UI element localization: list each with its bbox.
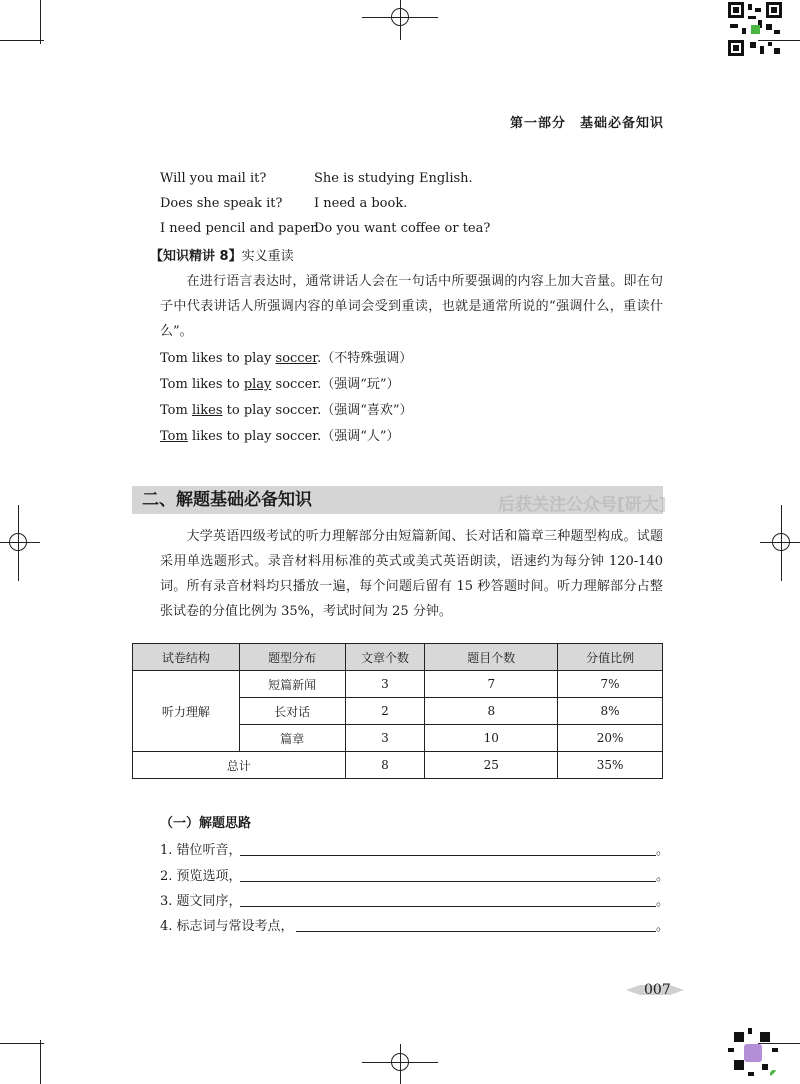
sentence-left-2: Does she speak it? <box>160 196 283 211</box>
table-cell: 3 <box>345 725 425 752</box>
answer-blank <box>240 854 656 856</box>
example-3 <box>160 399 413 418</box>
reg-mark-right-circle <box>772 533 790 551</box>
reg-mark-bottom-circle <box>391 1053 409 1071</box>
end-mark: 。 <box>656 869 670 884</box>
table-header: 文章个数 <box>345 644 425 671</box>
example-4 <box>160 425 400 444</box>
table-cell-total-label: 总计 <box>133 752 346 779</box>
crop-mark-h-tl <box>0 40 44 41</box>
sentence-left-3: I need pencil and paper. <box>160 221 320 236</box>
example-2 <box>160 373 400 392</box>
crop-mark-h-bl <box>0 1043 44 1044</box>
knowledge-paragraph: 在进行语言表达时，通常讲话人会在一句话中所要强调的内容上加大音量。即在句子中代表讲话人所强调内容的单词会受到重读，也就是通常所说的“强调什么，重读什么”。 <box>160 274 663 339</box>
table-cell: 25 <box>425 752 558 779</box>
example-text: to play soccer. <box>222 403 322 418</box>
example-note: （不特殊强调） <box>321 351 413 366</box>
knowledge-label: 【知识精讲 8】 <box>150 249 242 264</box>
answer-blank <box>296 930 656 932</box>
crop-mark-v-tl <box>40 0 41 44</box>
answer-blank <box>240 880 656 882</box>
list-item: 4. 标志词与常设考点， <box>160 919 294 934</box>
example-text: Tom likes to <box>160 377 244 392</box>
reg-mark-left-circle <box>9 533 27 551</box>
end-mark: 。 <box>656 843 670 858</box>
table-cell: 7% <box>558 671 663 698</box>
table-cell: 8% <box>558 698 663 725</box>
example-note: （强调“玩”） <box>321 377 400 392</box>
table-cell: 8 <box>425 698 558 725</box>
qr-code-bottom <box>724 1024 782 1082</box>
list-item: 3. 题文同序， <box>160 894 242 909</box>
table-cell: 2 <box>345 698 425 725</box>
sentence-right-1: She is studying English. <box>314 171 473 186</box>
stressed-word: likes <box>191 403 223 418</box>
table-total-row <box>133 752 663 779</box>
example-text: likes to play soccer. <box>187 429 322 444</box>
list-item: 1. 错位听音， <box>160 843 242 858</box>
table-header: 分值比例 <box>558 644 663 671</box>
example-note: （强调“人”） <box>321 429 400 444</box>
end-mark: 。 <box>656 919 670 934</box>
stressed-word: soccer <box>275 351 318 366</box>
example-text: Tom <box>160 403 192 418</box>
sentence-right-3: Do you want coffee or tea? <box>314 221 491 236</box>
section-paragraph: 大学英语四级考试的听力理解部分由短篇新闻、长对话和篇章三种题型构成。试题采用单选题形式。录音材料用标准的英式或美式英语朗读，语速约为每分钟 120-140 词。所有录音材料均只播放一遍，每个问题后留有 15 秒答题时间。听力理解部分占整张试卷的分值比例为 35%，考试时间为 25 分钟。 <box>160 529 663 619</box>
end-mark: 。 <box>656 894 670 909</box>
list-item: 2. 预览选项， <box>160 869 242 884</box>
table-header: 题型分布 <box>239 644 345 671</box>
table-cell: 7 <box>425 671 558 698</box>
page-number: 007 <box>644 982 671 998</box>
answer-blank <box>240 905 656 907</box>
table-header-row <box>133 644 663 671</box>
knowledge-heading <box>150 245 294 264</box>
subsection-title: （一）解题思路 <box>160 816 252 831</box>
watermark: 后获关注公众号[研大] <box>498 495 667 515</box>
example-note: （强调“喜欢”） <box>321 403 413 418</box>
table-header: 题目个数 <box>425 644 558 671</box>
table-cell: 篇章 <box>239 725 345 752</box>
sentence-right-2: I need a book. <box>314 196 408 211</box>
example-text: Tom likes to play <box>160 351 276 366</box>
table-cell: 8 <box>345 752 425 779</box>
sentence-left-1: Will you mail it? <box>160 171 267 186</box>
table-cell: 长对话 <box>239 698 345 725</box>
knowledge-title: 实义重读 <box>241 249 294 264</box>
stressed-word: Tom <box>160 429 188 444</box>
example-text: soccer. <box>271 377 322 392</box>
running-header: 第一部分 基础必备知识 <box>509 116 664 131</box>
table-cell-section: 听力理解 <box>133 671 240 752</box>
crop-mark-v-bl <box>40 1040 41 1084</box>
qr-code-top <box>728 2 782 56</box>
table-cell: 35% <box>558 752 663 779</box>
reg-mark-top-circle <box>391 8 409 26</box>
score-table <box>132 643 663 779</box>
table-header: 试卷结构 <box>133 644 240 671</box>
stressed-word: play <box>243 377 272 392</box>
example-1 <box>160 347 412 366</box>
table-cell: 短篇新闻 <box>239 671 345 698</box>
table-cell: 10 <box>425 725 558 752</box>
section-title: 二、解题基础必备知识 <box>142 490 312 510</box>
table-cell: 20% <box>558 725 663 752</box>
table-row <box>133 671 663 698</box>
example-text: . <box>317 351 322 366</box>
table-cell: 3 <box>345 671 425 698</box>
